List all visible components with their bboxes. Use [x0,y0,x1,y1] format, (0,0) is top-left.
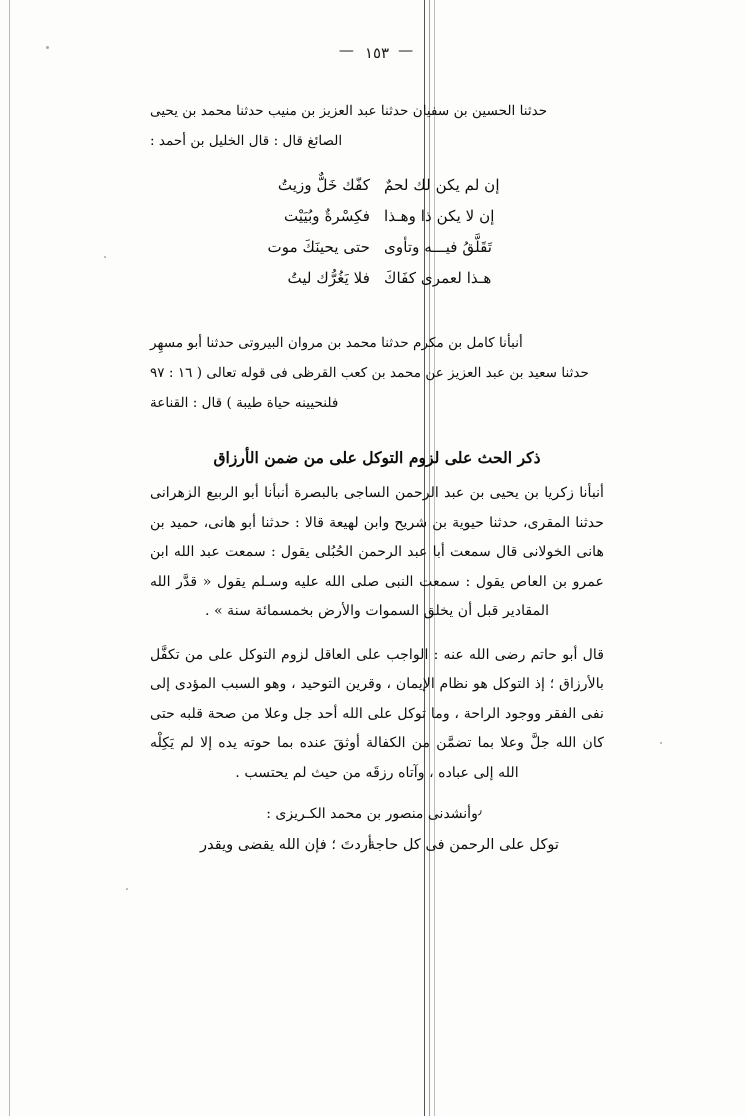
hemistich-left: فلا يَغُرُّك ليتُ [287,269,370,287]
isnad2-line-1: أنبأنا كامل بن مكرم حدثنا محمد بن مروان البيروتى حدثنا أبو مسهِر [150,335,523,351]
hemistich-right: تَقَلَّقُ فيـــه وتأوى [384,238,493,256]
isnad2-line-3: فلنحيينه حياة طيبة ) قال : القناعة [150,395,339,411]
attribution-line [150,803,604,823]
page-number-value: ١٥٣ [364,44,390,62]
page-number-dash-right: — [398,41,416,59]
isnad-line-1: حدثنا الحسين بن سفيان حدثنا عبد العزيز بن منيب حدثنا محمد بن يحيى [150,103,548,119]
chapter-heading: ذكر الحث على لزوم التوكل على من ضمن الأرزاق [213,448,541,467]
hemistich-left: حتى يحينَكَ موت [267,238,370,256]
attribution-text: وأنشدنى منصور بن محمد الكـريزى : [266,806,478,823]
isnad-block-2 [150,328,604,418]
scan-speck [126,888,128,890]
hemistich-left: كفّك خَلٌّ وزيتُ [277,176,370,194]
verse-row [150,232,604,263]
tick-mark: ٫ [477,803,482,818]
body-paragraph-2: قال أبو حاتم رضى الله عنه : الواجب على العاقل لزوم التوكل على من تكفَّل بالأرزاق ؛ إذ التوكل هو نظام الإيمان ، وقرين التوحيد ، وهو السبب المؤدى إلى نفى الفقر ووجود الراحة ، وما توكل على الله أحد جل وعلا من صحة قلبه حتى كان الله جلَّ وعلا بما تضمَّن من الكفالة أوثقَ عنده بما حوته يده إلا لم يَكِلْه الله إلى عباده ، وآتاه رزقَه من حيث لم يحتسب . [150,646,604,781]
hemistich-right: توكل على الرحمن فى كل حاجة [367,836,559,854]
hemistich-right: إن لا يكن ذا وهـذا [384,207,495,225]
verse-row [150,170,604,201]
isnad-line-2: الصائغ قال : قال الخليل بن أحمد : [150,133,343,149]
hemistich-right: إن لم يكن لك لحمٌ [384,176,500,194]
poem-block-1 [150,170,604,294]
isnad-block-1 [150,96,604,156]
verse-row [150,201,604,232]
page-number-dash-left: — [338,41,356,59]
hemistich-left: أردتَ ؛ فإن الله يقضى ويقدر [200,836,372,854]
isnad2-line-2: حدثنا سعيد بن عبد العزيز عن محمد بن كعب القرظى فى قوله تعالى ( ١٦ : ٩٧ [150,365,589,381]
poem-block-2 [150,830,604,860]
body-paragraph-1: أنبأنا زكريا بن يحيى بن عبد الرحمن الساجى بالبصرة أنبأنا أبو الربيع الزهرانى حدثنا المقرى، حدثنا حيوية بن شريح وابن لهيعة قالا : حدثنا أبو هانى، حميد بن هانى الخولانى قال سمعت أبا عبد الرحمن الحُبُلى يقول : سمعت عبد الله ابن عمرو بن العاص يقول : سمعت النبى صلى الله عليه وسـلم يقول « قدَّر الله المقادير قبل أن يخلق السموات والأرض بخمسمائة سنة » . [150,485,604,619]
verse-row [150,263,604,294]
page-number [150,41,604,62]
hemistich-right: هـذا لعمرى كفَاكَ [384,269,492,287]
hemistich-left: فكِسْرةٌ وبُيَيْت [283,207,370,225]
